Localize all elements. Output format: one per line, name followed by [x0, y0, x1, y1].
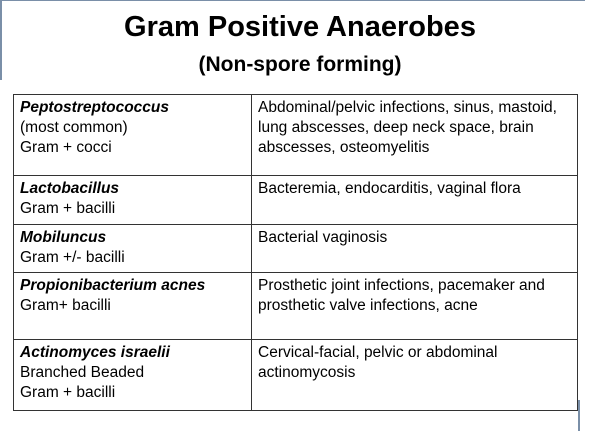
slide-subtitle: (Non-spore forming) — [198, 53, 402, 76]
organism-name: Actinomyces israelii — [20, 344, 170, 361]
table-row — [14, 95, 578, 176]
organism-detail: Gram + bacilli — [20, 200, 116, 217]
organism-detail: Branched Beaded — [20, 364, 145, 381]
disease-cell: Bacterial vaginosis — [252, 225, 578, 273]
table-row — [14, 176, 578, 225]
organism-cell — [14, 340, 252, 411]
slide-top-accent-line — [0, 0, 585, 1]
organism-detail: Gram +/- bacilli — [20, 249, 125, 266]
organism-detail: Gram + cocci — [20, 139, 112, 156]
organism-detail: (most common) — [20, 119, 128, 136]
table-row — [14, 273, 578, 340]
table-row — [14, 340, 578, 411]
disease-cell: Bacteremia, endocarditis, vaginal flora — [252, 176, 578, 225]
organism-cell — [14, 176, 252, 225]
organism-detail: Gram+ bacilli — [20, 297, 111, 314]
disease-cell: Prosthetic joint infections, pacemaker and prosthetic valve infections, acne — [252, 273, 578, 340]
organism-name: Peptostreptococcus — [20, 99, 170, 116]
organism-detail: Gram + bacilli — [20, 384, 116, 401]
slide-title: Gram Positive Anaerobes — [124, 11, 476, 43]
organism-cell — [14, 273, 252, 340]
disease-cell: Abdominal/pelvic infections, sinus, mastoid, lung abscesses, deep neck space, brain abscesses, osteomyelitis — [252, 95, 578, 176]
organism-cell — [14, 225, 252, 273]
organism-name: Propionibacterium acnes — [20, 277, 206, 294]
table-row — [14, 225, 578, 273]
slide-bottom-right-accent-line — [578, 400, 580, 431]
anaerobes-table — [13, 94, 578, 411]
organism-cell — [14, 95, 252, 176]
disease-cell: Cervical-facial, pelvic or abdominal actinomycosis — [252, 340, 578, 411]
organism-name: Mobiluncus — [20, 229, 107, 246]
organism-name: Lactobacillus — [20, 180, 120, 197]
